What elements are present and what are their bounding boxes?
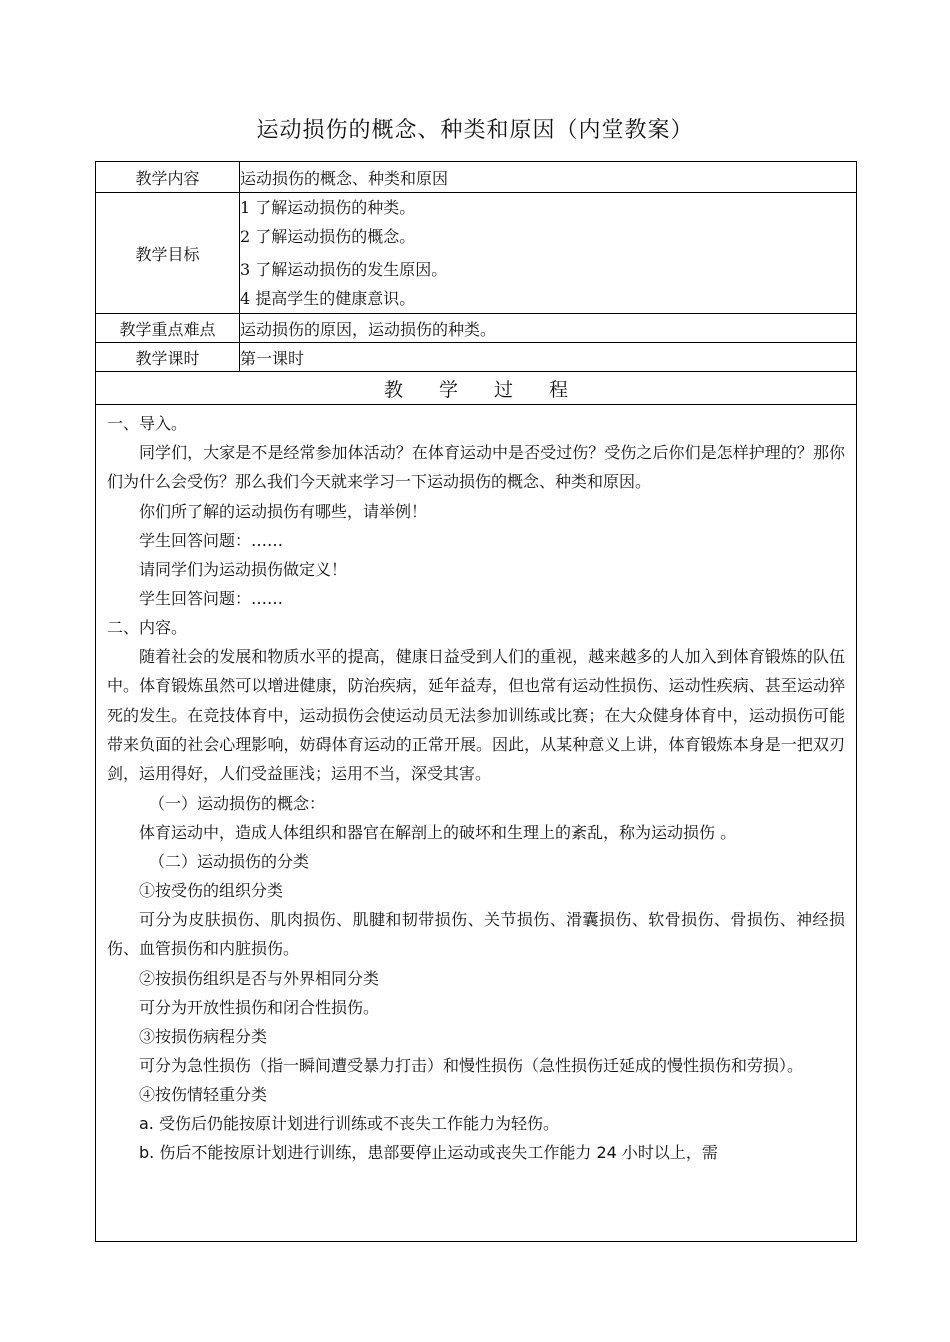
concept-heading: （一）运动损伤的概念： [149,793,326,813]
category-2-text: 可分为开放性损伤和闭合性损伤。 [139,997,380,1017]
category-4-heading: ④按伤情轻重分类 [139,1085,268,1105]
content-label: 教学内容 [96,162,240,193]
content-paragraph: 随着社会的发展和物质水平的提高，健康日益受到人们的重视，越来越多的人加入到体育锻炼的队伍中。体育锻炼虽然可以增进健康，防治疾病，延年益寿，但也常有运动性损伤、运动性疾病、甚至运动猝死的发生。在竞技体育中，运动损伤会使运动员无法参加训练或比赛；在大众健身体育中，运动损伤可能带来负面的社会心理影响，妨碍体育运动的正常开展。因此，从某种意义上讲，体育锻炼本身是一把双刃剑，运用得好，人们受益匪浅；运用不当，深受其害。 [107,646,845,784]
goal-item: 4 提高学生的健康意识。 [240,289,416,308]
question-2: 请同学们为运动损伤做定义！ [139,559,348,579]
item-b-number: 24 [596,1143,617,1163]
category-4-item-b [107,1138,845,1167]
concept-text: 体育运动中，造成人体组织和器官在解剖上的破坏和生理上的紊乱，称为运动损伤 。 [139,822,737,842]
intro-paragraph: 同学们，大家是不是经常参加体活动？在体育运动中是否受过伤？受伤之后你们是怎样护理的？那你们为什么会受伤？那么我们今天就来学习一下运动损伤的概念、种类和原因。 [107,443,845,492]
process-heading: 教 学 过 程 [96,372,857,405]
table-row-content [96,162,857,193]
goal-item: 3 了解运动损伤的发生原因。 [240,260,448,279]
category-3-text: 可分为急性损伤（指一瞬间遭受暴力打击）和慢性损伤（急性损伤迁延成的慢性损伤和劳损）。 [139,1055,804,1075]
classification-heading: （二）运动损伤的分类 [149,851,310,871]
period-label: 教学课时 [96,343,240,372]
table-row-goals [96,193,857,314]
item-a-text: 受伤后仍能按原计划进行训练或不丧失工作能力为轻伤。 [153,1114,559,1134]
goal-item: 2 了解运动损伤的概念。 [240,227,416,246]
intro-heading: 一、导入。 [107,414,188,433]
lesson-plan-table [95,161,857,1242]
item-a-marker: a. [139,1114,154,1134]
category-2-heading: ②按损伤组织是否与外界相同分类 [139,968,380,988]
goal-item: 1 了解运动损伤的种类。 [240,198,416,217]
category-1-heading: ①按受伤的组织分类 [139,880,284,900]
table-row-process-heading [96,372,857,405]
answer-2: 学生回答问题：…… [139,588,284,608]
question-1: 你们所了解的运动损伤有哪些，请举例！ [139,501,428,521]
table-row-process [96,405,857,1242]
item-b-text-2: 小时以上，需 [616,1143,718,1163]
keypoints-value: 运动损伤的原因，运动损伤的种类。 [240,314,857,343]
process-cell [96,405,857,1242]
goals-label: 教学目标 [96,193,240,314]
category-1-text: 可分为皮肤损伤、肌肉损伤、肌腱和韧带损伤、关节损伤、滑囊损伤、软骨损伤、骨损伤、神经损伤、血管损伤和内脏损伤。 [107,909,845,959]
document-title: 运动损伤的概念、种类和原因（内堂教案） [256,118,694,143]
process-body [96,405,856,1241]
keypoints-label: 教学重点难点 [96,314,240,343]
table-row-period [96,343,857,372]
category-3-heading: ③按损伤病程分类 [139,1026,268,1046]
item-b-text-1: 伤后不能按原计划进行训练，患部要停止运动或丧失工作能力 [154,1143,597,1163]
table-row-keypoints [96,314,857,343]
answer-1: 学生回答问题：…… [139,530,284,550]
content-heading: 二、内容。 [107,617,188,637]
goals-cell [240,193,857,314]
category-4-item-a [107,1109,845,1138]
item-b-marker: b. [139,1143,155,1163]
period-value: 第一课时 [240,343,857,372]
content-value: 运动损伤的概念、种类和原因 [240,162,857,193]
